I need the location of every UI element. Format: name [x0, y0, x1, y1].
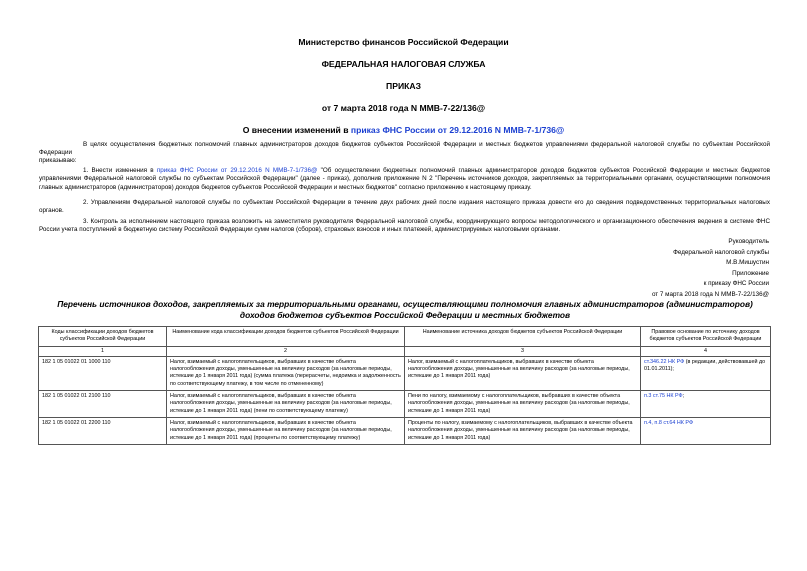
list-title: Перечень источников доходов, закрепляемых за территориальными органами, осуществляющими полномочия главных администраторов (администраторов) доходов бюджетов субъектов Российской Федерации и местных бюджетов: [57, 299, 753, 320]
row-code-name: Налог, взимаемый с налогоплательщиков, выбравших в качестве объекта налогообложения доходы, уменьшенные на величину расходов (за налоговые периоды, истекшие до 1 января 2011 года) (проценты по соответствующему платежу): [167, 417, 405, 444]
column-number: 3: [405, 346, 641, 356]
legal-basis-note: (в редакции, действовавшей до 01.01.2011);: [644, 358, 766, 373]
row-legal-basis: [641, 391, 771, 418]
appendix-date-number: от 7 марта 2018 года N ММВ-7-22/136@: [651, 290, 769, 298]
row-code-name: Налог, взимаемый с налогоплательщиков, выбравших в качестве объекта налогообложения доходы, уменьшенные на величину расходов (за налоговые периоды, истекшие до 1 января 2011 года) (сумма платежа (перерасчеты, недоимка и задолженность по соответствующему платежу, в том числе по отмененному): [167, 356, 405, 390]
item-3: 3. Контроль за исполнением настоящего приказа возложить на заместителя руководителя Федеральной налоговой службы, координирующего вопросы методологического и организационного обеспечения ведения в системе ФНС России учета поступлений в бюджетную систему Российской Федерации сумм налогов (сборов), страховых взносов и иных платежей, администрируемых налоговыми органами.: [39, 218, 770, 234]
item-1-rest: "Об осуществлении бюджетных полномочий главных администраторов доходов бюджетов субъектов Российской Федерации и местных бюджетов управлениями Федеральной налоговой службы по субъектам Российской Федерации" (далее - приказ), дополнив приложение N 2 "Перечень источников доходов, закрепляемых за территориальными органами, осуществляющими полномочия главных администраторов (администраторов) доходов бюджетов субъектов Российской Федерации и местных бюджетов" согласно приложению к настоящему приказу.: [39, 167, 770, 191]
legal-basis-link[interactable]: п.4, п.8 ст.64 НК РФ: [644, 419, 694, 426]
ministry-heading: Министерство финансов Российской Федерации: [298, 37, 509, 47]
column-number: 4: [641, 346, 771, 356]
header-codes: Коды классификации доходов бюджетов субъектов Российской Федерации: [39, 327, 167, 347]
signer-role: Руководитель: [728, 238, 769, 245]
row-code: 182 1 05 01022 01 1000 110: [39, 356, 167, 390]
appendix-to: к приказу ФНС России: [703, 280, 769, 287]
table-header-row: [39, 327, 771, 347]
column-number: 2: [167, 346, 405, 356]
column-number: 1: [39, 346, 167, 356]
table-row: [39, 417, 771, 444]
sources-table: [38, 326, 771, 445]
header-source-name: Наименование источника доходов бюджетов субъектов Российской Федерации: [405, 327, 641, 347]
row-source-name: Проценты по налогу, взимаемому с налогоплательщиков, выбравших в качестве объекта налогообложения доходы, уменьшенные на величину расходов (за налоговые периоды, истекшие до 1 января 2011 года): [405, 417, 641, 444]
legal-basis-link[interactable]: п.3 ст.75 НК РФ: [644, 393, 683, 400]
row-legal-basis: [641, 417, 771, 444]
row-source-name: Пени по налогу, взимаемому с налогоплательщиков, выбравших в качестве объекта налогообложения доходы, уменьшенные на величину расходов (за налоговые периоды, истекшие до 1 января 2011 года): [405, 391, 641, 418]
row-code-name: Налог, взимаемый с налогоплательщиков, выбравших в качестве объекта налогообложения доходы, уменьшенные на величину расходов (за налоговые периоды, истекшие до 1 января 2011 года) (пени по соответствующему платежу): [167, 391, 405, 418]
appendix-label: Приложение: [732, 269, 769, 277]
legal-basis-note: ;: [682, 393, 685, 400]
order-subject: [0, 125, 807, 135]
signature-block: [652, 237, 769, 300]
service-heading: ФЕДЕРАЛЬНАЯ НАЛОГОВАЯ СЛУЖБА: [321, 59, 486, 69]
subject-order-link[interactable]: приказ ФНС России от 29.12.2016 N ММВ-7-1/736@: [350, 125, 565, 135]
row-legal-basis: [641, 356, 771, 390]
preamble: В целях осуществления бюджетных полномочий главных администраторов доходов бюджетов субъектов Российской Федерации и местных бюджетов управлениями федеральной налоговой службы по субъектам Российской Федерации: [39, 141, 770, 157]
doc-type-heading: ПРИКАЗ: [386, 81, 421, 91]
header-legal-basis: Правовое основание по источнику доходов бюджетов субъектов Российской Федерации: [641, 327, 771, 347]
header-code-name: Наименование кода классификации доходов бюджетов субъектов Российской Федерации: [167, 327, 405, 347]
row-code: 182 1 05 01022 01 2200 110: [39, 417, 167, 444]
signer-name: М.В.Мишустин: [726, 259, 769, 266]
order-date-number: от 7 марта 2018 года N ММВ-7-22/136@: [321, 103, 486, 113]
table-row: [39, 391, 771, 418]
table-row: [39, 356, 771, 390]
table-number-row: [39, 346, 771, 356]
legal-basis-link[interactable]: ст.346.22 НК РФ: [644, 358, 685, 365]
subject-prefix: О внесении изменений в: [242, 125, 351, 135]
item-1-order-link[interactable]: приказ ФНС России от 29.12.2016 N ММВ-7-1/736@: [156, 167, 318, 174]
order-word: приказываю:: [39, 157, 77, 164]
item-1: [39, 167, 770, 192]
row-source-name: Налог, взимаемый с налогоплательщиков, выбравших в качестве объекта налогообложения доходы, уменьшенные на величину расходов (за налоговые периоды, истекшие до 1 января 2011 года): [405, 356, 641, 390]
signer-org: Федеральной налоговой службы: [673, 248, 769, 256]
item-1-start: 1. Внести изменения в: [83, 167, 157, 174]
item-2: 2. Управлениям Федеральной налоговой службы по субъектам Российской Федерации в течение двух рабочих дней после издания настоящего приказа довести его до сведения подведомственных территориальных налоговых органов.: [39, 199, 770, 215]
row-code: 182 1 05 01022 01 2100 110: [39, 391, 167, 418]
